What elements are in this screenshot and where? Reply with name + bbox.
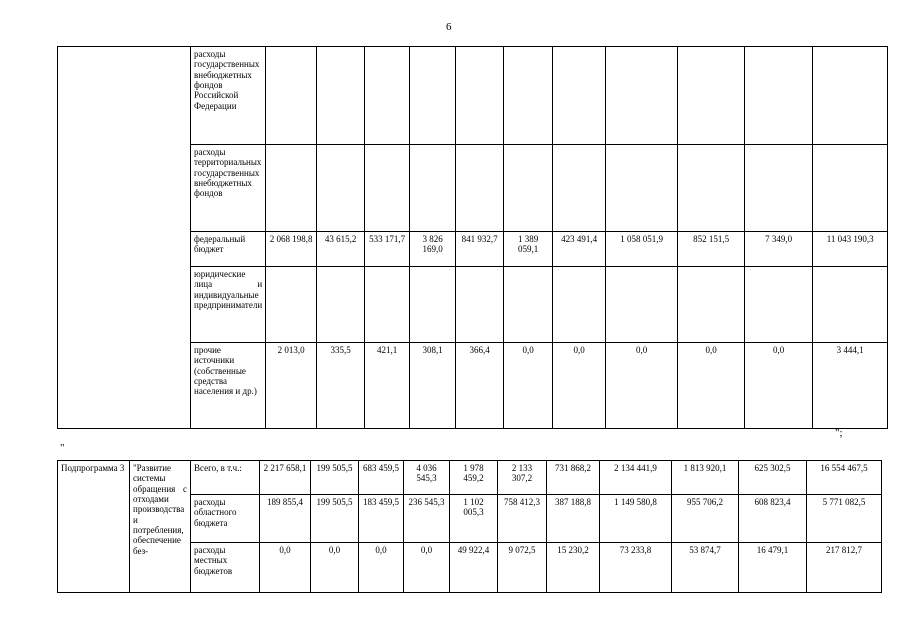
cell (745, 47, 813, 145)
cell: 2 133 307,2 (498, 461, 547, 495)
row-label: расходы территориальных государственных внебюджетных фондов (191, 145, 266, 232)
cell (317, 145, 365, 232)
cell: 0,0 (404, 543, 450, 593)
cell (745, 145, 813, 232)
cell: 43 615,2 (317, 232, 365, 267)
cell (365, 145, 410, 232)
cell: 423 491,4 (553, 232, 606, 267)
cell: 199 505,5 (311, 495, 359, 543)
cell: 49 922,4 (450, 543, 498, 593)
cell (317, 267, 365, 343)
cell: 236 545,3 (404, 495, 450, 543)
cell: 1 389 059,1 (504, 232, 553, 267)
cell: 852 151,5 (678, 232, 745, 267)
cell (678, 145, 745, 232)
cell: 533 171,7 (365, 232, 410, 267)
table-row (58, 47, 888, 145)
program-title: "Развитие системы обращения с отходами производства и потребления, обеспечение без- (130, 461, 191, 593)
cell: 0,0 (678, 343, 745, 429)
cell (365, 47, 410, 145)
cell: 189 855,4 (260, 495, 311, 543)
cell (504, 145, 553, 232)
cell (266, 267, 317, 343)
cell: 15 230,2 (547, 543, 600, 593)
row-label: расходы государственных внебюджетных фондов Российской Федерации (191, 47, 266, 145)
cell (410, 47, 456, 145)
cell: 73 233,8 (600, 543, 672, 593)
cell: 421,1 (365, 343, 410, 429)
row-label: юридические лица и индивидуальные предприниматели (191, 267, 266, 343)
page-number: 6 (446, 21, 452, 33)
cell: 7 349,0 (745, 232, 813, 267)
cell: 608 823,4 (739, 495, 807, 543)
empty-left-cell (58, 47, 191, 429)
cell: 1 149 580,8 (600, 495, 672, 543)
cell: 0,0 (553, 343, 606, 429)
cell: 0,0 (260, 543, 311, 593)
cell: 841 932,7 (456, 232, 504, 267)
cell (553, 267, 606, 343)
top-funding-table (57, 46, 888, 429)
row-label: расходы областного бюджета (191, 495, 260, 543)
cell: 53 874,7 (672, 543, 739, 593)
cell (317, 47, 365, 145)
cell (365, 267, 410, 343)
cell (606, 267, 678, 343)
cell (745, 267, 813, 343)
cell: 2 134 441,9 (600, 461, 672, 495)
cell (553, 47, 606, 145)
cell: 3 444,1 (813, 343, 888, 429)
cell (813, 267, 888, 343)
cell: 1 813 920,1 (672, 461, 739, 495)
cell (678, 267, 745, 343)
cell: 335,5 (317, 343, 365, 429)
cell (504, 267, 553, 343)
row-label: федеральный бюджет (191, 232, 266, 267)
cell (266, 145, 317, 232)
cell: 366,4 (456, 343, 504, 429)
opening-quote: " (60, 442, 65, 454)
cell: 2 217 658,1 (260, 461, 311, 495)
cell: 1 058 051,9 (606, 232, 678, 267)
cell: 955 706,2 (672, 495, 739, 543)
cell (553, 145, 606, 232)
subprogram-3-table (57, 460, 882, 593)
cell: 1 978 459,2 (450, 461, 498, 495)
cell (813, 47, 888, 145)
cell: 731 868,2 (547, 461, 600, 495)
cell: 0,0 (359, 543, 404, 593)
cell (813, 145, 888, 232)
cell: 1 102 005,3 (450, 495, 498, 543)
cell (504, 47, 553, 145)
cell: 5 771 082,5 (807, 495, 882, 543)
closing-quote: "; (835, 427, 843, 439)
row-label: расходы местных бюджетов (191, 543, 260, 593)
cell: 16 479,1 (739, 543, 807, 593)
cell: 625 302,5 (739, 461, 807, 495)
cell: 758 412,3 (498, 495, 547, 543)
cell (606, 47, 678, 145)
cell: 3 826 169,0 (410, 232, 456, 267)
cell: 387 188,8 (547, 495, 600, 543)
cell (456, 267, 504, 343)
cell (266, 47, 317, 145)
table-row (58, 461, 882, 495)
cell: 308,1 (410, 343, 456, 429)
cell: 2 068 198,8 (266, 232, 317, 267)
cell: 9 072,5 (498, 543, 547, 593)
cell (606, 145, 678, 232)
cell: 11 043 190,3 (813, 232, 888, 267)
cell: 683 459,5 (359, 461, 404, 495)
cell: 4 036 545,3 (404, 461, 450, 495)
cell: 0,0 (745, 343, 813, 429)
row-label: прочие источники (собственные средства населения и др.) (191, 343, 266, 429)
cell (456, 145, 504, 232)
cell (410, 145, 456, 232)
cell: 217 812,7 (807, 543, 882, 593)
cell: 0,0 (311, 543, 359, 593)
cell: 0,0 (504, 343, 553, 429)
program-name: Подпрограмма 3 (58, 461, 130, 593)
row-label: Всего, в т.ч.: (191, 461, 260, 495)
cell: 16 554 467,5 (807, 461, 882, 495)
cell: 183 459,5 (359, 495, 404, 543)
cell (410, 267, 456, 343)
cell: 2 013,0 (266, 343, 317, 429)
cell (678, 47, 745, 145)
cell: 199 505,5 (311, 461, 359, 495)
cell (456, 47, 504, 145)
cell: 0,0 (606, 343, 678, 429)
